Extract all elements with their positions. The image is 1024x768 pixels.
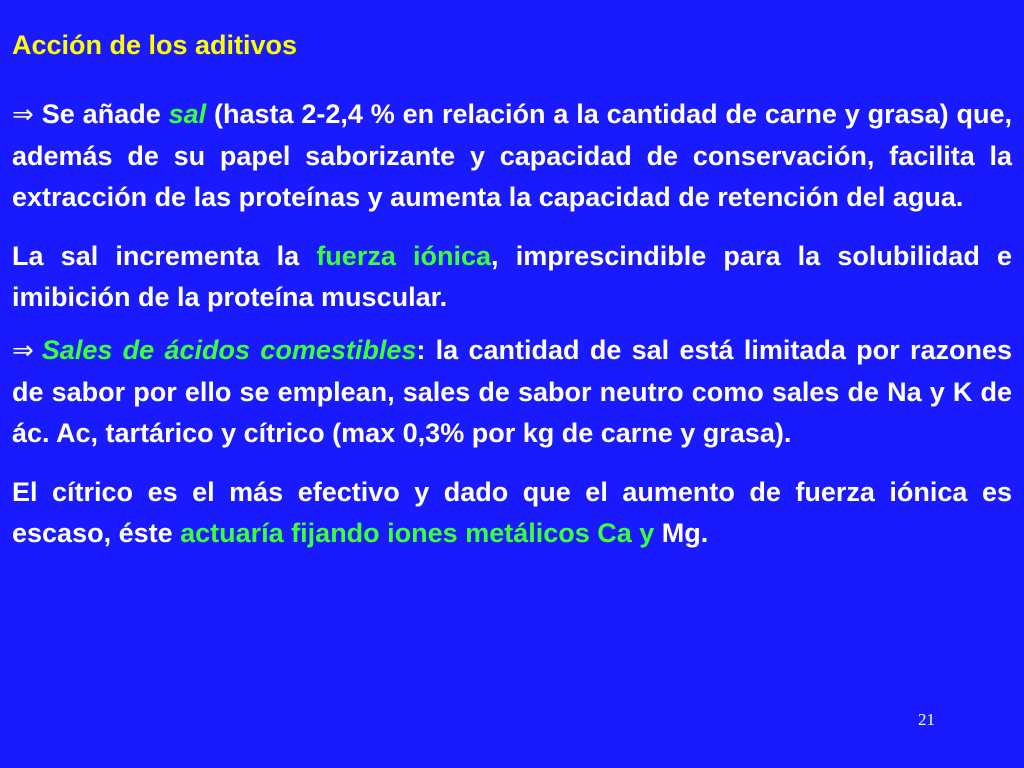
slide-title: Acción de los aditivos	[12, 30, 298, 60]
p1-lead: Se añade	[41, 99, 169, 129]
slide-content	[12, 26, 1012, 554]
p4-rest: Mg.	[654, 518, 709, 548]
double-arrow-icon: ⇒	[12, 336, 34, 366]
p4-highlight: actuaría fijando iones metálicos Ca y	[180, 518, 655, 548]
double-arrow-icon: ⇒	[12, 100, 34, 130]
page-number: 21	[918, 710, 935, 729]
p4-lead: El cítrico es el más efectivo y dado que el aumento de fuerza iónica es escaso, éste	[12, 477, 1012, 548]
paragraph-acid-salts	[12, 330, 1012, 454]
p1-highlight: sal	[168, 99, 207, 129]
p1-rest: (hasta 2-2,4 % en relación a la cantidad de carne y grasa) que, además de su papel saborizante y capacidad de conservación, facilita la extracción de las proteínas y aumenta la capacidad de retención del agua.	[12, 99, 1013, 212]
p2-rest: , imprescindible para la solubilidad e imibición de la proteína muscular.	[12, 241, 1013, 312]
p2-lead: La sal incrementa la	[12, 241, 317, 271]
p2-highlight: fuerza iónica	[316, 241, 492, 271]
paragraph-salt	[12, 94, 1012, 218]
p3-highlight: Sales de ácidos comestibles	[41, 335, 417, 365]
p3-rest: : la cantidad de sal está limitada por razones de sabor por ello se emplean, sales de sabor neutro como sales de Na y K de ác. Ac, tartárico y cítrico (max 0,3% por kg de carne y grasa).	[12, 335, 1012, 448]
paragraph-ionic-strength	[12, 236, 1012, 318]
paragraph-citric	[12, 472, 1012, 554]
